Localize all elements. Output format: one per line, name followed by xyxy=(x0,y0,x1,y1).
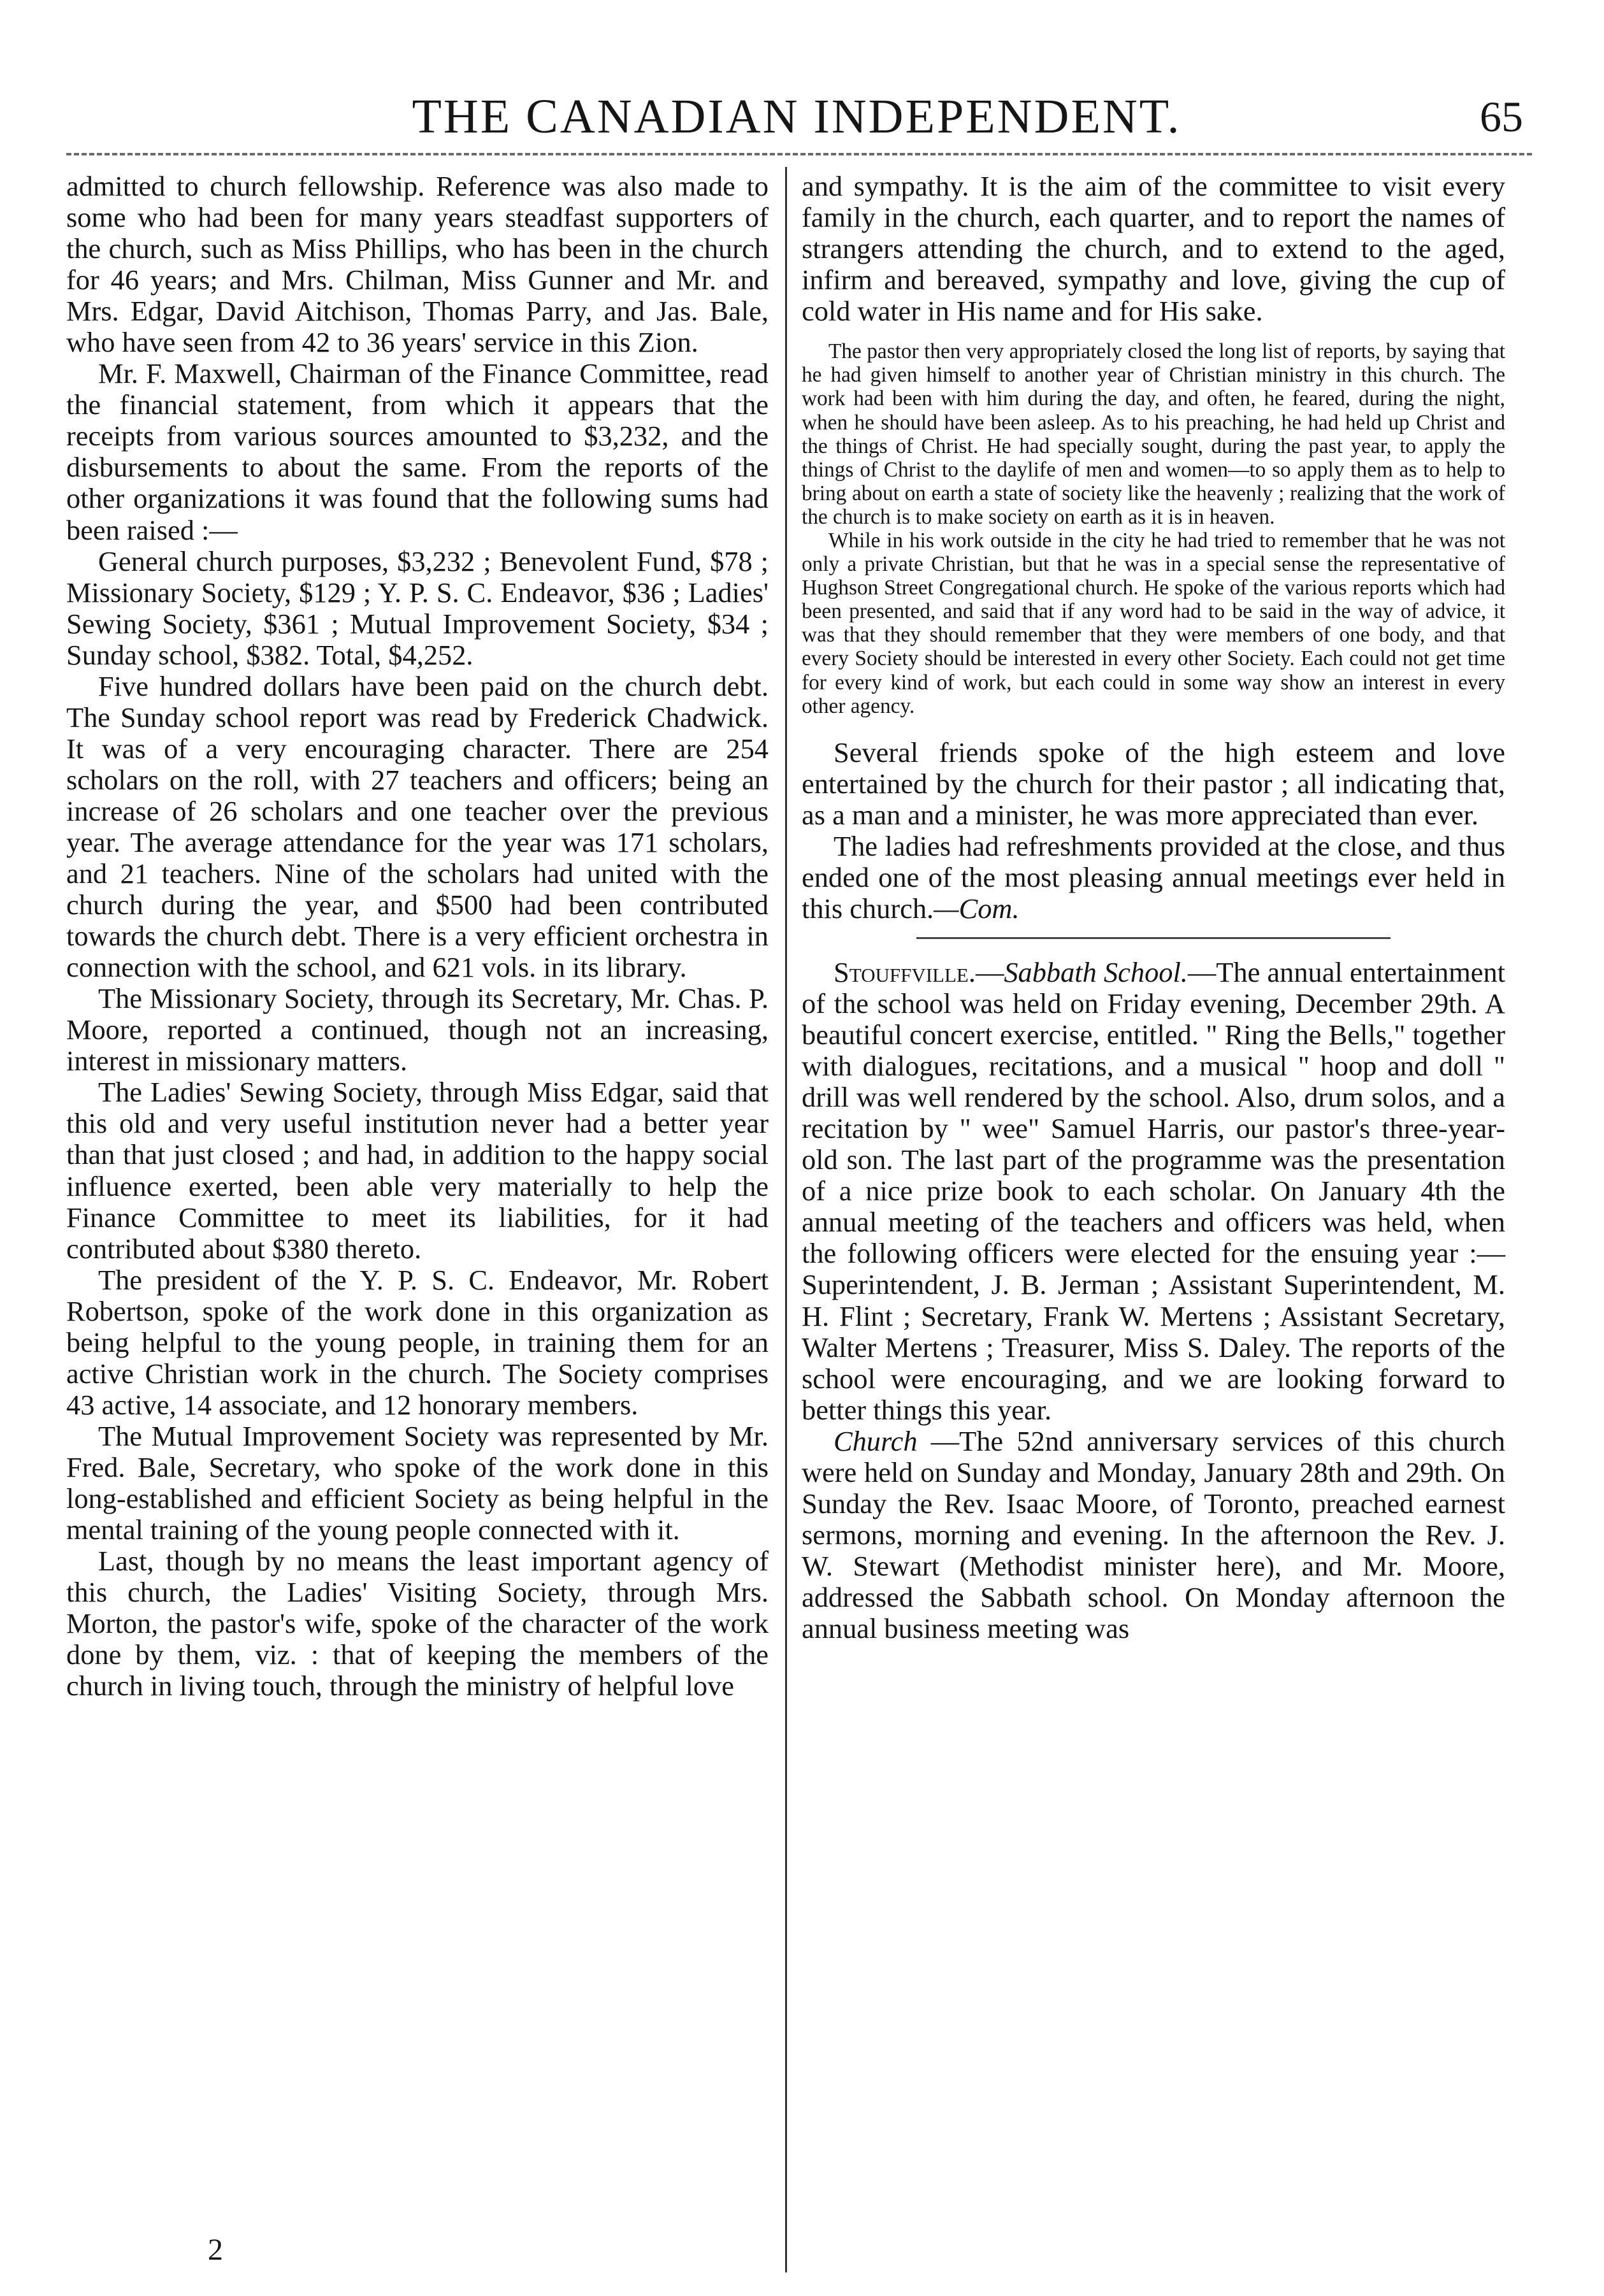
section-rule xyxy=(916,937,1391,939)
right-column xyxy=(802,171,1505,1644)
paragraph: The Ladies' Sewing Society, through Miss Edgar, said that this old and very useful institution never had a better year than that just closed ; and had, in addition to the happy social influence exerted, been able very materially to help the Finance Committee to meet its liabilities, for it had contributed about $380 thereto. xyxy=(66,1076,769,1265)
paragraph: Last, though by no means the least important agency of this church, the Ladies' Visiting Society, through Mrs. Morton, the pastor's wife, spoke of the character of the work done by them, viz. : that of keeping the members of the church in living touch, through the ministry of helpful love xyxy=(66,1545,769,1702)
running-title: THE CANADIAN INDEPENDENT. xyxy=(412,90,1181,143)
spacer xyxy=(802,718,1505,737)
small-print-paragraph: While in his work outside in the city he had tried to remember that he was not only a private Christian, but that he was in a special sense the representative of Hughson Street Congregational church. He spoke of the various reports which had been presented, and said that if any word had to be said in the way of advice, it was that they should remember that they were members of one body, and that every Society should be interested in every other Society. Each could not get time for every kind of work, but each could in some way show an interest in every other agency. xyxy=(802,528,1505,718)
paragraph xyxy=(802,831,1505,924)
paragraph: Five hundred dollars have been paid on the church debt. The Sunday school report was read by Frederick Chadwick. It was of a very encouraging character. There are 254 scholars on the roll, with 27 teachers and officers; being an increase of 26 scholars and one teacher over the previous year. The average attendance for the year was 171 scholars, and 21 teachers. Nine of the scholars had united with the church during the year, and $500 had been contributed towards the church debt. There is a very efficient orchestra in connection with the school, and 621 vols. in its library. xyxy=(66,670,769,984)
dash: — xyxy=(975,956,1004,989)
signature: —Com. xyxy=(934,892,1020,924)
signature-mark: 2 xyxy=(208,2233,223,2267)
running-header xyxy=(0,82,1604,152)
paragraph: The Missionary Society, through its Secretary, Mr. Chas. P. Moore, reported a continued, though not an increasing, interest in missionary matters. xyxy=(66,982,769,1077)
paragraph: and sympathy. It is the aim of the committee to visit every family in the church, each quarter, and to report the names of strangers attending the church, and to extend to the aged, infirm and bereaved, sympathy and love, giving the cup of cold water in His name and for His sake. xyxy=(802,170,1505,327)
paragraph: admitted to church fellowship. Reference was also made to some who had been for many years steadfast supporters of the church, such as Miss Phillips, who has been in the church for 46 years; and Mrs. Chilman, Miss Gunner and Mr. and Mrs. Edgar, David Aitchison, Thomas Parry, and Jas. Bale, who have seen from 42 to 36 years' service in this Zion. xyxy=(66,170,769,359)
subhead: Sabbath School. xyxy=(1004,956,1188,989)
subhead: Church xyxy=(834,1424,918,1457)
news-item-church xyxy=(802,1426,1505,1644)
column-divider xyxy=(785,167,787,2272)
paragraph: Mr. F. Maxwell, Chairman of the Finance Committee, read the financial statement, from which it appears that the receipts from various sources amounted to $3,232, and the disbursements to about the same. From the reports of the other organizations it was found that the following sums had been raised :— xyxy=(66,357,769,546)
paragraph: Several friends spoke of the high esteem and love entertained by the church for their pastor ; all indicating that, as a man and a minister, he was more appreciated than ever. xyxy=(802,736,1505,831)
page-number: 65 xyxy=(1480,92,1523,141)
paragraph-text: The ladies had refreshments provided at the close, and thus ended one of the most pleasing annual meetings ever held in this church. xyxy=(802,829,1505,924)
news-body: —The 52nd anniversary services of this church were held on Sunday and Monday, January 28th and 29th. On Sunday the Rev. Isaac Moore, of Toronto, preached earnest sermons, morning and evening. In the afternoon the Rev. J. W. Stewart (Methodist minister here), and Mr. Moore, addressed the Sabbath school. On Monday afternoon the annual business meeting was xyxy=(802,1424,1505,1644)
header-rule xyxy=(66,153,1532,155)
small-print-paragraph: The pastor then very appropriately closed the long list of reports, by saying that he had given himself to another year of Christian ministry in this church. The work had been with him during the day, and often, he feared, during the night, when he should have been asleep. As to his preaching, he had held up Christ and the things of Christ. He had specially sought, during the past year, to apply the things of Christ to the daylife of men and women—to so apply them as to help to bring about on earth a state of society like the heavenly ; realizing that the work of the church is to make society on earth as it is in heaven. xyxy=(802,340,1505,529)
paragraph: The Mutual Improvement Society was represented by Mr. Fred. Bale, Secretary, who spoke of the work done in this long-established and efficient Society as being helpful in the mental training of the young people connected with it. xyxy=(66,1419,769,1546)
news-body: —The annual entertainment of the school was held on Friday evening, December 29th. A beautiful concert exercise, entitled. " Ring the Bells," together with dialogues, recitations, and a musical " hoop and doll " drill was well rendered by the school. Also, drum solos, and a recitation by " wee" Samuel Harris, our pastor's three-year-old son. The last part of the programme was the presentation of a nice prize book to each scholar. On January 4th the annual meeting of the teachers and officers was held, when the following officers were elected for the ensuing year :—Superintendent, J. B. Jerman ; Assistant Superintendent, M. H. Flint ; Secretary, Frank W. Mertens ; Assistant Secretary, Walter Mertens ; Treasurer, Miss S. Daley. The reports of the school were encouraging, and we are looking forward to better things this year. xyxy=(802,956,1505,1426)
news-item-stouffville xyxy=(802,957,1505,1426)
spacer xyxy=(802,327,1505,340)
paragraph: The president of the Y. P. S. C. Endeavor, Mr. Robert Robertson, spoke of the work done in this organization as being helpful to the young people, in training them for an active Christian work in the church. The Society comprises 43 active, 14 associate, and 12 honorary members. xyxy=(66,1263,769,1421)
left-column xyxy=(66,171,769,1702)
paragraph: General church purposes, $3,232 ; Benevolent Fund, $78 ; Missionary Society, $129 ; Y. P. S. C. Endeavor, $36 ; Ladies' Sewing Society, $361 ; Mutual Improvement Society, $34 ; Sunday school, $382. Total, $4,252. xyxy=(66,545,769,671)
place-name: Stouffville. xyxy=(834,956,976,989)
